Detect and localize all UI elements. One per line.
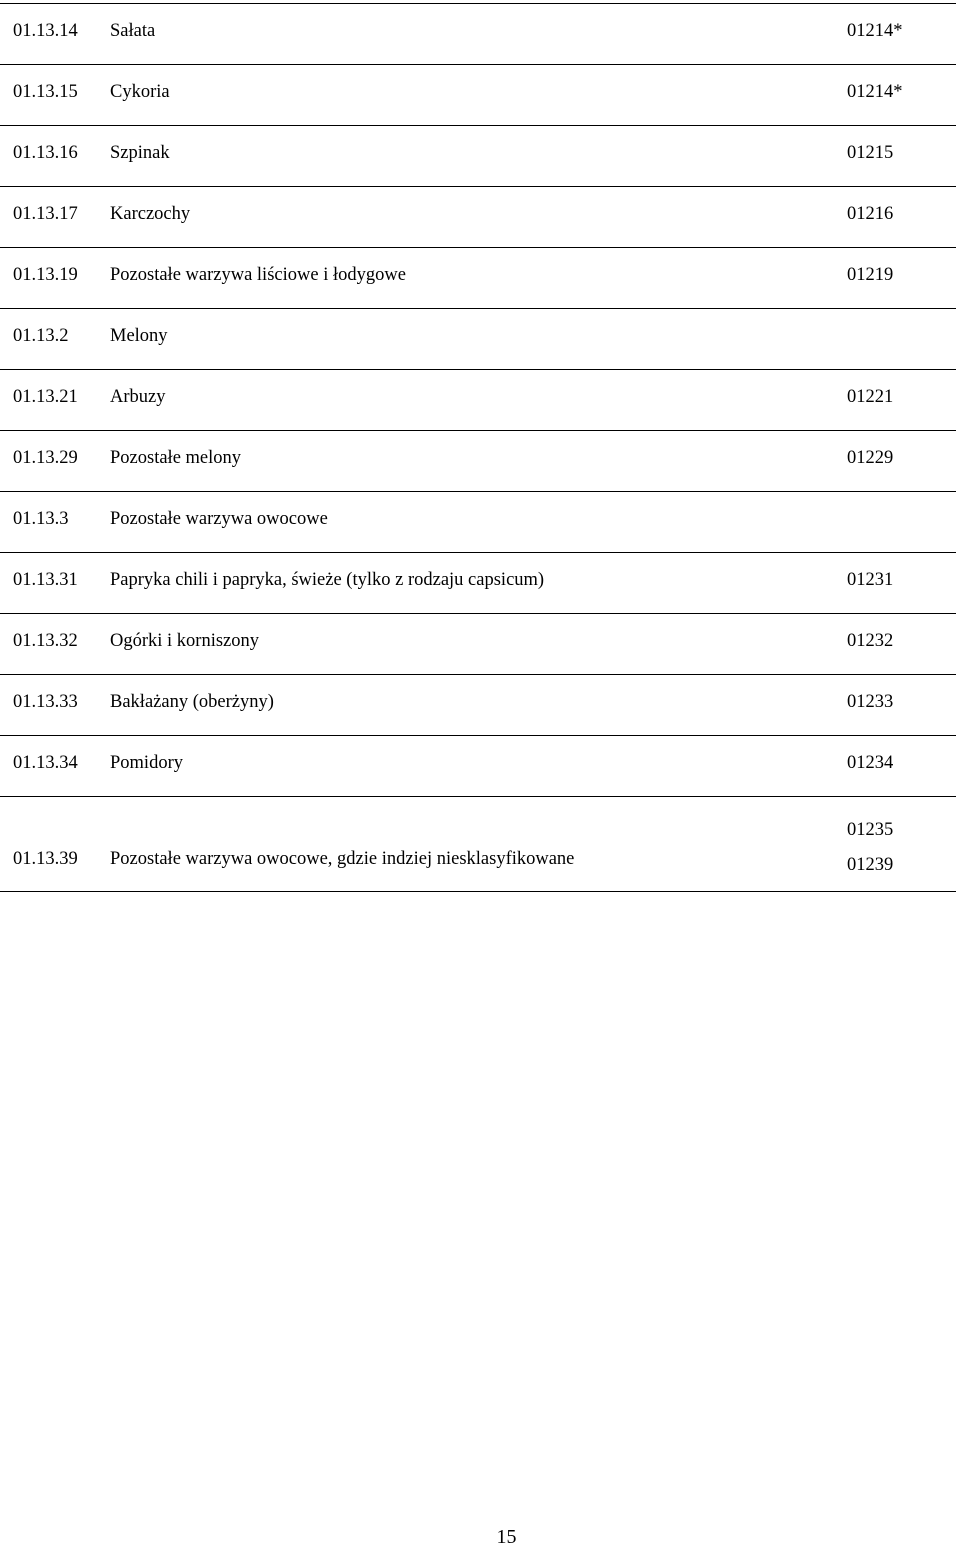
table-row bbox=[0, 4, 956, 65]
row-name: Arbuzy bbox=[110, 387, 166, 407]
table-row bbox=[0, 187, 956, 248]
row-code: 01.13.3 bbox=[13, 509, 69, 529]
row-name: Papryka chili i papryka, świeże (tylko z rodzaju capsicum) bbox=[110, 570, 545, 590]
table-row bbox=[0, 309, 956, 370]
row-cpc-code: 01215 bbox=[847, 143, 894, 163]
row-name: Pomidory bbox=[110, 753, 183, 773]
row-code: 01.13.2 bbox=[13, 326, 69, 346]
row-code: 01.13.39 bbox=[13, 849, 78, 869]
row-code: 01.13.33 bbox=[13, 692, 78, 712]
table-row bbox=[0, 126, 956, 187]
row-cpc-code: 01214* bbox=[847, 82, 903, 102]
table-row bbox=[0, 675, 956, 736]
row-cpc-code-line: 01235 bbox=[847, 820, 894, 840]
table-row bbox=[0, 248, 956, 309]
row-name: Pozostałe warzywa owocowe bbox=[110, 509, 328, 529]
row-code: 01.13.29 bbox=[13, 448, 78, 468]
table-row bbox=[0, 553, 956, 614]
row-code: 01.13.31 bbox=[13, 570, 78, 590]
row-name: Pozostałe warzywa owocowe, gdzie indziej niesklasyfikowane bbox=[110, 849, 575, 869]
row-code: 01.13.19 bbox=[13, 265, 78, 285]
row-cpc-code: 01231 bbox=[847, 570, 894, 590]
table-row bbox=[0, 614, 956, 675]
row-code: 01.13.21 bbox=[13, 387, 78, 407]
row-cpc-code: 01229 bbox=[847, 448, 894, 468]
row-code: 01.13.16 bbox=[13, 143, 78, 163]
row-code: 01.13.15 bbox=[13, 82, 78, 102]
table-row bbox=[0, 431, 956, 492]
row-code: 01.13.32 bbox=[13, 631, 78, 651]
row-cpc-code: 01219 bbox=[847, 265, 894, 285]
row-cpc-code: 01214* bbox=[847, 21, 903, 41]
row-code: 01.13.14 bbox=[13, 21, 78, 41]
row-code: 01.13.17 bbox=[13, 204, 78, 224]
classification-table bbox=[0, 3, 956, 892]
row-cpc-code: 01232 bbox=[847, 631, 894, 651]
row-name: Sałata bbox=[110, 21, 156, 41]
row-code: 01.13.34 bbox=[13, 753, 78, 773]
row-name: Ogórki i korniszony bbox=[110, 631, 260, 651]
table-row bbox=[0, 736, 956, 797]
table-row bbox=[0, 370, 956, 431]
row-name: Pozostałe warzywa liściowe i łodygowe bbox=[110, 265, 406, 285]
row-cpc-code bbox=[847, 813, 893, 883]
row-name: Szpinak bbox=[110, 143, 170, 163]
table-row bbox=[0, 65, 956, 126]
table-row bbox=[0, 797, 956, 892]
row-cpc-code: 01234 bbox=[847, 753, 894, 773]
row-cpc-code-line: 01239 bbox=[847, 855, 894, 875]
row-cpc-code: 01216 bbox=[847, 204, 894, 224]
row-name: Melony bbox=[110, 326, 168, 346]
row-cpc-code: 01221 bbox=[847, 387, 894, 407]
table-row bbox=[0, 492, 956, 553]
row-name: Cykoria bbox=[110, 82, 170, 102]
row-name: Karczochy bbox=[110, 204, 191, 224]
row-cpc-code: 01233 bbox=[847, 692, 894, 712]
row-name: Pozostałe melony bbox=[110, 448, 242, 468]
row-name: Bakłażany (oberżyny) bbox=[110, 692, 274, 712]
page-number: 15 bbox=[496, 1526, 517, 1548]
